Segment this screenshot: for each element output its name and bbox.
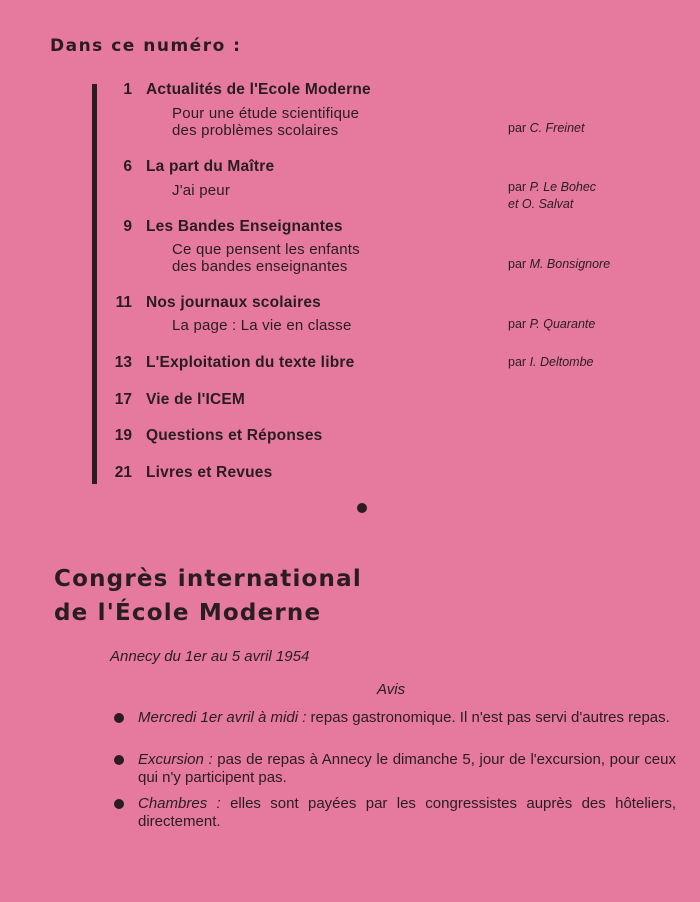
toc-title: Les Bandes Enseignantes [146,218,343,235]
toc-title: La part du Maître [146,158,275,175]
toc-subtitle: J'ai peur [172,182,231,199]
toc-title: L'Exploitation du texte libre [146,354,355,371]
toc-author [508,179,596,196]
toc-page-number: 9 [123,218,132,235]
toc-page-number: 13 [114,354,132,371]
author-name: P. Quarante [529,317,596,331]
toc-author [508,316,595,333]
toc-author [508,120,584,137]
notice-label: Excursion : [138,751,213,768]
congress-title-line: de l'École Moderne [54,600,322,626]
notice-label: Mercredi 1er avril à midi : [138,709,307,726]
toc-title: Livres et Revues [146,464,273,481]
toc-subtitle: des bandes enseignantes [172,258,348,275]
toc-page-number: 6 [123,158,132,175]
author-name: I. Deltombe [529,355,594,369]
toc-title: Vie de l'ICEM [146,391,246,408]
toc-title: Actualités de l'Ecole Moderne [146,81,371,98]
toc-page-number: 21 [114,464,132,481]
notice-text: pas de repas à Annecy le dimanche 5, jour de l'excursion, pour ceux qui n'y participent pas. [138,751,676,786]
toc-subtitle: La page : La vie en classe [172,317,352,334]
author-name: et O. Salvat [508,197,574,211]
bullet-icon [114,799,124,809]
notice-text: elles sont payées par les congressistes auprès des hôteliers, directement. [138,795,676,830]
author-prefix: par [508,355,527,369]
toc-subtitle: Ce que pensent les enfants [172,241,360,258]
toc-page-number: 19 [114,427,132,444]
toc-author [508,354,593,371]
congress-dates: Annecy du 1er au 5 avril 1954 [110,648,310,665]
author-name: M. Bonsignore [529,257,611,271]
author-name: P. Le Bohec [529,180,597,194]
notice-item [138,751,676,787]
avis-heading: Avis [377,681,406,698]
notice-item [138,795,676,831]
author-prefix: par [508,257,527,271]
toc-page-number: 17 [114,391,132,408]
toc-subtitle: Pour une étude scientifique [172,105,360,122]
author-name: C. Freinet [529,121,585,135]
separator-dot [357,503,367,513]
toc-subtitle: des problèmes scolaires [172,122,339,139]
notice-item [138,709,676,727]
contents-heading: Dans ce numéro : [50,36,242,56]
congress-title-line: Congrès international [54,566,362,592]
toc-page-number: 11 [115,294,132,311]
toc-author-second-line [508,196,573,213]
notice-label: Chambres : [138,795,221,812]
author-prefix: par [508,121,527,135]
congress-title [54,562,362,630]
toc-author [508,256,610,273]
author-prefix: par [508,180,527,194]
toc-title: Nos journaux scolaires [146,294,321,311]
author-prefix: par [508,317,527,331]
toc-page-number: 1 [123,81,132,98]
bullet-icon [114,713,124,723]
notice-text: repas gastronomique. Il n'est pas servi d'autres repas. [306,709,670,726]
toc-title: Questions et Réponses [146,427,323,444]
contents-vertical-rule [92,84,97,484]
bullet-icon [114,755,124,765]
